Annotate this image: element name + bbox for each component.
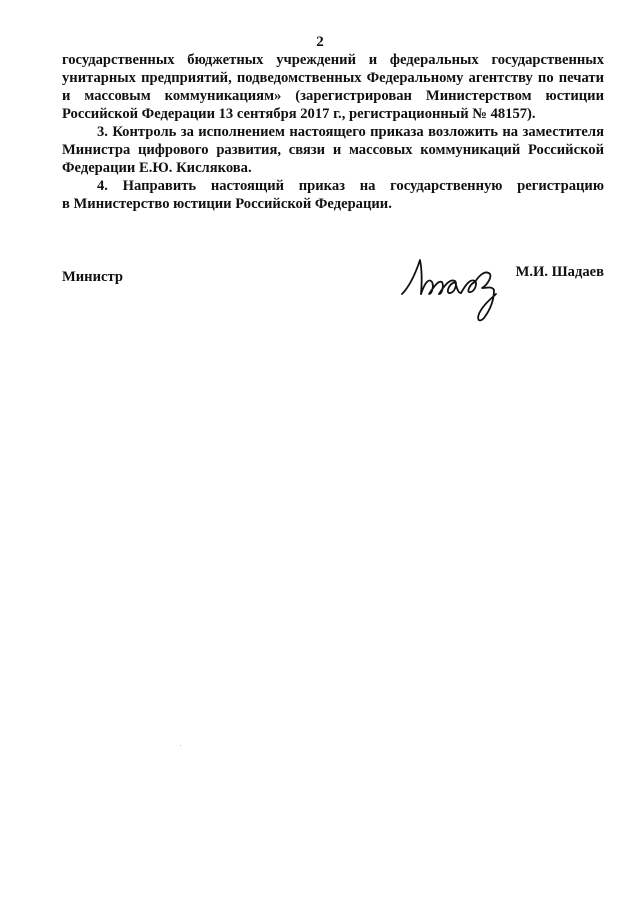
signature-block (62, 262, 604, 332)
text-line: 3. Контроль за исполнением настоящего приказа возложить на заместителя (97, 124, 604, 140)
handwritten-signature-icon (398, 248, 518, 328)
text-line: Федерации Е.Ю. Кислякова. (62, 160, 252, 176)
page-number: 2 (316, 34, 324, 50)
text-line: Министра цифрового развития, связи и массовых коммуникаций Российской (62, 142, 604, 158)
text-line: 4. Направить настоящий приказ на государственную регистрацию (97, 178, 604, 194)
paragraph-3 (62, 123, 604, 177)
signer-title: Министр (62, 269, 123, 285)
text-line: унитарных предприятий, подведомственных Федеральному агентству по печати (62, 70, 604, 86)
paragraph-continuation (62, 51, 604, 123)
document-body (62, 51, 604, 213)
text-line: и массовым коммуникациям» (зарегистрирован Министерством юстиции (62, 88, 604, 104)
scan-artifact (180, 745, 181, 746)
text-line: Российской Федерации 13 сентября 2017 г., регистрационный № 48157). (62, 106, 536, 122)
text-line: государственных бюджетных учреждений и федеральных государственных (62, 52, 604, 68)
signer-name: М.И. Шадаев (515, 264, 604, 280)
paragraph-4 (62, 177, 604, 213)
text-line: в Министерство юстиции Российской Федерации. (62, 196, 392, 212)
